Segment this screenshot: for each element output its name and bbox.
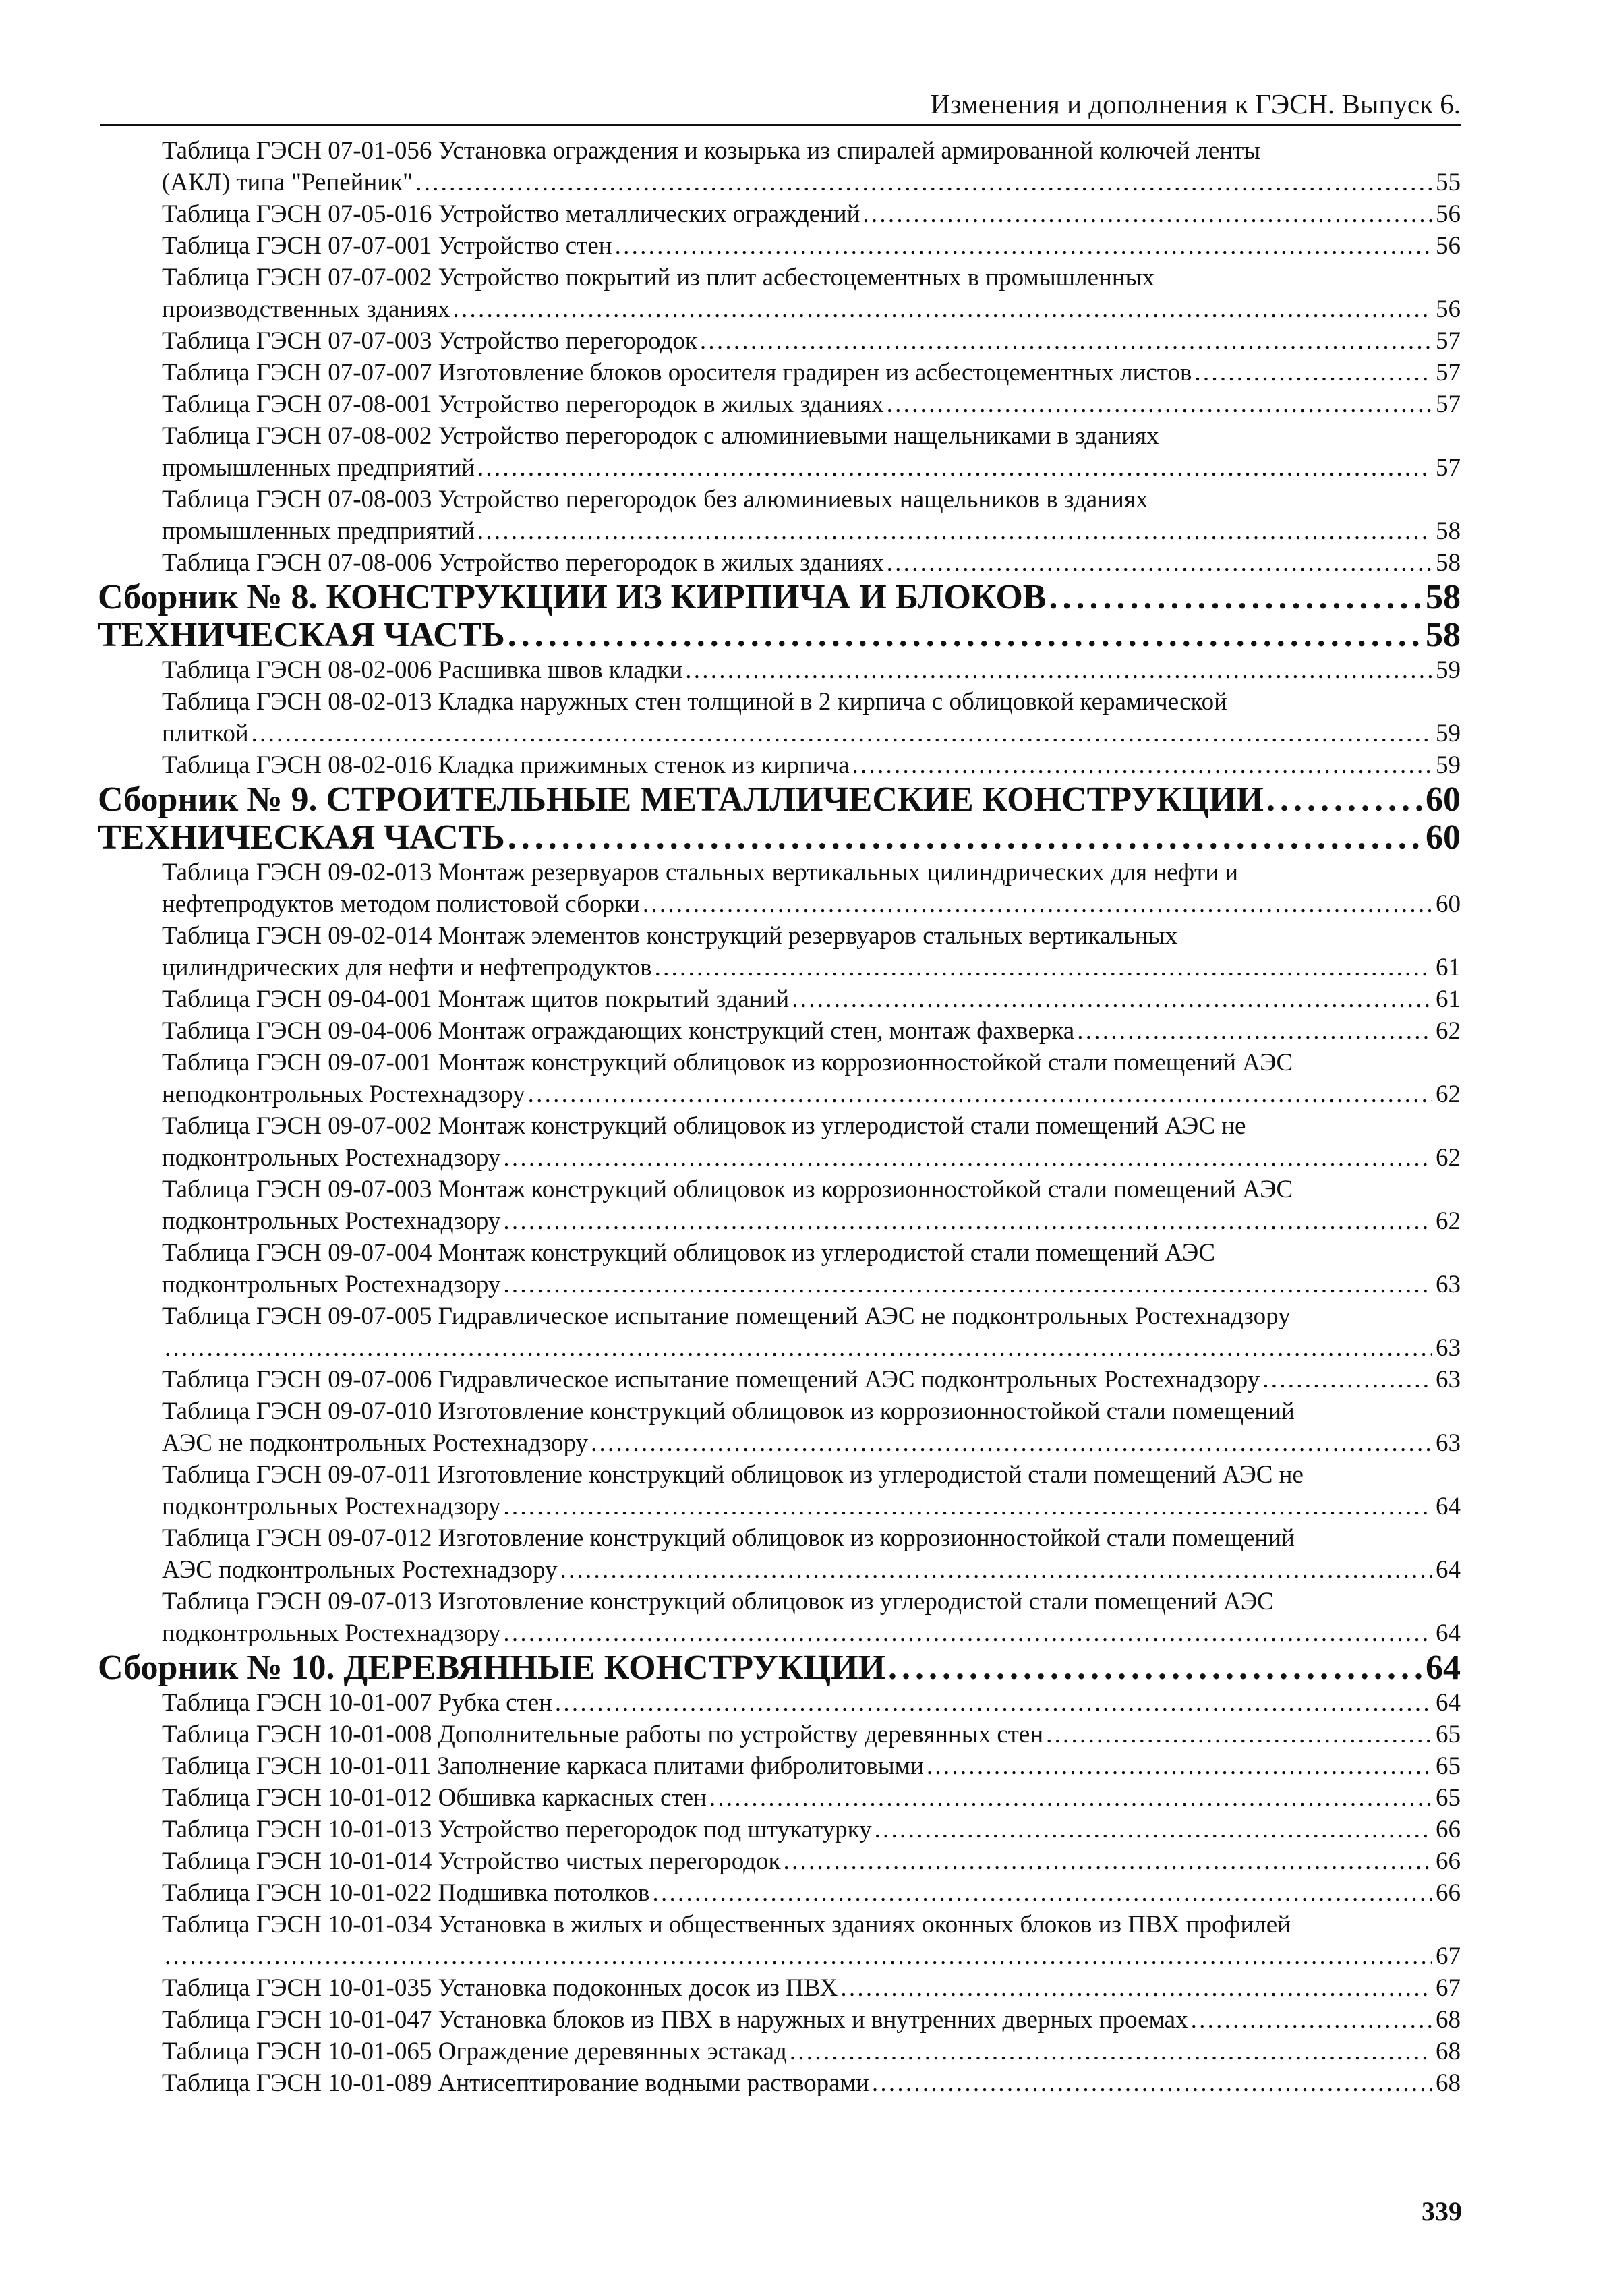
- toc-entry-text: нефтепродуктов методом полистовой сборки: [162, 890, 640, 918]
- toc-page-number: 68: [1436, 2006, 1461, 2034]
- toc-entry-text: подконтрольных Ростехнадзору: [162, 1271, 501, 1298]
- page-number: 339: [1422, 2196, 1462, 2227]
- toc-page-number: 63: [1436, 1366, 1461, 1394]
- toc-page-number: 63: [1436, 1271, 1461, 1298]
- toc-entry-text: Таблица ГЭСН 08-02-013 Кладка наружных стен толщиной в 2 кирпича с облицовкой керамической: [162, 688, 1227, 716]
- toc-entry-text: (АКЛ) типа "Репейник": [162, 169, 413, 196]
- toc-dot-leader: [415, 167, 1432, 198]
- toc-entry[interactable]: [162, 1719, 1461, 1750]
- toc-dot-leader: [560, 1554, 1432, 1586]
- toc-entry[interactable]: [162, 357, 1461, 389]
- toc-page-number: 56: [1436, 232, 1461, 260]
- toc-entry-text: неподконтрольных Ростехнадзору: [162, 1081, 525, 1108]
- toc-entry-text: подконтрольных Ростехнадзору: [162, 1207, 501, 1235]
- toc-entry[interactable]: [162, 920, 1461, 983]
- toc-dot-leader: [875, 1814, 1432, 1845]
- toc-dot-leader: [792, 983, 1432, 1015]
- toc-page-number: 60: [1436, 890, 1461, 918]
- running-header: [100, 85, 1461, 126]
- toc-page-number: 67: [1436, 1974, 1461, 2002]
- toc-entry-text: Таблица ГЭСН 09-04-006 Монтаж ограждающих конструкций стен, монтаж фахверка: [162, 1017, 1075, 1045]
- toc-entry-text: Таблица ГЭСН 09-07-001 Монтаж конструкций облицовок из коррозионностойкой стали помещений АЭС: [162, 1049, 1293, 1077]
- toc-entry[interactable]: [162, 1687, 1461, 1719]
- toc-entry-text: Таблица ГЭСН 09-07-004 Монтаж конструкций облицовок из углеродистой стали помещений АЭС: [162, 1239, 1216, 1267]
- toc-page-number: 68: [1436, 2038, 1461, 2065]
- toc-page-number: 60: [1426, 780, 1461, 819]
- toc-entry-text: подконтрольных Ростехнадзору: [162, 1493, 501, 1520]
- toc-entry[interactable]: [162, 749, 1461, 781]
- toc-page-number: 66: [1436, 1879, 1461, 1907]
- toc-entry-text: Таблица ГЭСН 07-07-002 Устройство покрытий из плит асбестоцементных в промышленных: [162, 264, 1155, 291]
- toc-dot-leader: [503, 1269, 1432, 1300]
- toc-entry-text: подконтрольных Ростехнадзору: [162, 1144, 501, 1172]
- toc-dot-leader: [1049, 579, 1422, 616]
- toc-dot-leader: [643, 888, 1432, 920]
- toc-page-number: 62: [1436, 1081, 1461, 1108]
- toc-dot-leader: [784, 1845, 1432, 1877]
- toc-entry-text: Таблица ГЭСН 07-08-006 Устройство перегородок в жилых зданиях: [162, 549, 884, 577]
- toc-entry-text: Таблица ГЭСН 09-02-013 Монтаж резервуаров стальных вертикальных цилиндрических для нефти и: [162, 859, 1239, 886]
- toc-entry-text: АЭС подконтрольных Ростехнадзору: [162, 1556, 558, 1584]
- toc-entry[interactable]: [162, 1459, 1461, 1522]
- toc-page-number: 68: [1436, 2069, 1461, 2097]
- toc-entry-text: Таблица ГЭСН 10-01-022 Подшивка потолков: [162, 1879, 650, 1907]
- toc-entry-text: Таблица ГЭСН 10-01-013 Устройство перегородок под штукатурку: [162, 1816, 872, 1843]
- toc-entry[interactable]: [162, 1522, 1461, 1586]
- toc-entry[interactable]: [162, 654, 1461, 686]
- toc-section-heading[interactable]: [98, 579, 1461, 616]
- toc-entry-text: Таблица ГЭСН 09-07-002 Монтаж конструкций облицовок из углеродистой стали помещений АЭС не: [162, 1112, 1246, 1140]
- toc-entry-text: Таблица ГЭСН 07-05-016 Устройство металлических ограждений: [162, 200, 860, 228]
- toc-entry-text: Таблица ГЭСН 09-04-001 Монтаж щитов покрытий зданий: [162, 985, 790, 1013]
- toc-page-number: 64: [1426, 1648, 1461, 1687]
- toc-entry[interactable]: [162, 1845, 1461, 1877]
- toc-entry-text: Таблица ГЭСН 10-01-089 Антисептирование водными растворами: [162, 2069, 869, 2097]
- toc-entry[interactable]: [162, 325, 1461, 357]
- toc-entry-text: Сборник № 9. СТРОИТЕЛЬНЫЕ МЕТАЛЛИЧЕСКИЕ КОНСТРУКЦИИ: [98, 780, 1264, 819]
- toc-page-number: 64: [1436, 1556, 1461, 1584]
- toc-dot-leader: [503, 1617, 1432, 1649]
- toc-page-number: 58: [1436, 517, 1461, 545]
- toc-entry-text: промышленных предприятий: [162, 454, 475, 482]
- toc-dot-leader: [1077, 1015, 1432, 1047]
- toc-dot-leader: [840, 1972, 1432, 2004]
- toc-page-number: 58: [1426, 578, 1461, 616]
- toc-entry-text: Таблица ГЭСН 07-07-001 Устройство стен: [162, 232, 612, 260]
- toc-entry[interactable]: [162, 484, 1461, 547]
- toc-entry[interactable]: [162, 1047, 1461, 1110]
- toc-page-number: 57: [1436, 391, 1461, 418]
- toc-entry-text: ТЕХНИЧЕСКАЯ ЧАСТЬ: [98, 616, 505, 654]
- toc-entry-text: Таблица ГЭСН 09-07-013 Изготовление конструкций облицовок из углеродистой стали помещений АЭС: [162, 1588, 1274, 1615]
- toc-entry[interactable]: [162, 1586, 1461, 1649]
- toc-dot-leader: [503, 1142, 1432, 1174]
- toc-dot-leader: [165, 1941, 1432, 1972]
- toc-dot-leader: [528, 1079, 1432, 1110]
- toc-page-number: 62: [1436, 1144, 1461, 1172]
- toc-entry-text: производственных зданиях: [162, 295, 450, 323]
- toc-page-number: 62: [1436, 1207, 1461, 1235]
- toc-entry-text: Таблица ГЭСН 09-07-010 Изготовление конструкций облицовок из коррозионностойкой стали помещений: [162, 1398, 1295, 1425]
- toc-entry-text: Таблица ГЭСН 10-01-014 Устройство чистых перегородок: [162, 1847, 781, 1875]
- toc-entry-text: Таблица ГЭСН 10-01-011 Заполнение каркаса плитами фибролитовыми: [162, 1752, 924, 1780]
- toc-page-number: 57: [1436, 327, 1461, 355]
- toc-entry-text: ТЕХНИЧЕСКАЯ ЧАСТЬ: [98, 818, 505, 857]
- toc-page-number: 60: [1426, 818, 1461, 857]
- toc-page-number: 61: [1436, 954, 1461, 981]
- toc-entry[interactable]: [162, 1396, 1461, 1459]
- toc-page-number: 65: [1436, 1784, 1461, 1812]
- toc-page-number: 62: [1436, 1017, 1461, 1045]
- toc-entry[interactable]: [162, 135, 1461, 198]
- toc-entry[interactable]: [162, 2004, 1461, 2036]
- toc-dot-leader: [685, 654, 1432, 686]
- toc-dot-leader: [1046, 1719, 1432, 1750]
- toc-entry-text: Сборник № 8. КОНСТРУКЦИИ ИЗ КИРПИЧА И БЛОКОВ: [98, 578, 1047, 616]
- toc-page-number: 63: [1436, 1429, 1461, 1457]
- toc-entry-text: Таблица ГЭСН 07-07-003 Устройство перегородок: [162, 327, 697, 355]
- toc-entry[interactable]: [162, 686, 1461, 749]
- toc-page-number: 64: [1436, 1493, 1461, 1520]
- toc-entry-text: Таблица ГЭСН 09-07-011 Изготовление конструкций облицовок из углеродистой стали помещений АЭС не: [162, 1461, 1304, 1489]
- toc-dot-leader: [615, 230, 1432, 262]
- toc-entry-text: Таблица ГЭСН 07-08-001 Устройство перегородок в жилых зданиях: [162, 391, 884, 418]
- toc-page-number: 57: [1436, 454, 1461, 482]
- toc-entry-text: подконтрольных Ростехнадзору: [162, 1619, 501, 1647]
- toc-entry[interactable]: [162, 1015, 1461, 1047]
- toc-entry-text: Таблица ГЭСН 10-01-034 Установка в жилых и общественных зданиях оконных блоков из ПВХ профилей: [162, 1911, 1291, 1939]
- toc-dot-leader: [652, 1877, 1432, 1909]
- toc-page-number: 56: [1436, 200, 1461, 228]
- toc-entry[interactable]: [162, 1750, 1461, 1782]
- toc-section-heading[interactable]: [98, 1649, 1461, 1687]
- toc-page-number: 57: [1436, 359, 1461, 386]
- toc-entry-text: Таблица ГЭСН 10-01-007 Рубка стен: [162, 1689, 552, 1717]
- running-header-title: Изменения и дополнения к ГЭСН. Выпуск 6.: [930, 88, 1461, 119]
- toc-entry[interactable]: [162, 2067, 1461, 2099]
- toc-dot-leader: [1191, 2004, 1432, 2036]
- toc-entry[interactable]: [162, 1972, 1461, 2004]
- toc-page-number: 59: [1436, 720, 1461, 747]
- toc-entry-text: Таблица ГЭСН 10-01-047 Установка блоков из ПВХ в наружных и внутренних дверных проемах: [162, 2006, 1188, 2034]
- toc-dot-leader: [887, 389, 1432, 420]
- toc-page-number: 64: [1436, 1689, 1461, 1717]
- toc-dot-leader: [700, 325, 1432, 357]
- toc-entry-text: промышленных предприятий: [162, 517, 475, 545]
- toc-page-number: 58: [1436, 549, 1461, 577]
- toc-entry-text: Таблица ГЭСН 07-01-056 Установка ограждения и козырька из спиралей армированной колючей ленты: [162, 137, 1261, 165]
- toc-entry[interactable]: [162, 1300, 1461, 1364]
- toc-page-number: 59: [1436, 656, 1461, 684]
- toc-dot-leader: [591, 1427, 1432, 1459]
- toc-entry[interactable]: [162, 1909, 1461, 1972]
- toc-entry[interactable]: [162, 420, 1461, 484]
- toc-page-number: 65: [1436, 1752, 1461, 1780]
- toc-entry[interactable]: [162, 983, 1461, 1015]
- toc-page-number: 67: [1436, 1943, 1461, 1970]
- toc-dot-leader: [862, 198, 1432, 230]
- toc-dot-leader: [927, 1750, 1432, 1782]
- toc-entry-text: плиткой: [162, 720, 249, 747]
- toc-page-number: 66: [1436, 1816, 1461, 1843]
- toc-dot-leader: [872, 2067, 1432, 2099]
- toc-dot-leader: [655, 952, 1432, 983]
- toc-dot-leader: [790, 2036, 1432, 2067]
- toc-entry[interactable]: [162, 1782, 1461, 1814]
- toc-dot-leader: [852, 749, 1432, 781]
- toc-page-number: 66: [1436, 1847, 1461, 1875]
- toc-entry[interactable]: [162, 1364, 1461, 1396]
- toc-dot-leader: [252, 718, 1432, 749]
- toc-dot-leader: [165, 1332, 1432, 1364]
- toc-entry[interactable]: [162, 1814, 1461, 1845]
- toc-dot-leader: [555, 1687, 1432, 1719]
- toc-page-number: 61: [1436, 985, 1461, 1013]
- toc-dot-leader: [477, 515, 1432, 547]
- toc-page-number: 64: [1436, 1619, 1461, 1647]
- toc-dot-leader: [888, 1649, 1422, 1687]
- toc-entry-text: Таблица ГЭСН 07-08-002 Устройство перегородок с алюминиевыми нащельниками в зданиях: [162, 422, 1159, 450]
- toc-page-number: 56: [1436, 295, 1461, 323]
- toc-dot-leader: [508, 616, 1422, 654]
- toc-entry[interactable]: [162, 389, 1461, 420]
- toc-entry-text: Таблица ГЭСН 07-08-003 Устройство перегородок без алюминиевых нащельников в зданиях: [162, 486, 1148, 513]
- toc-entry-text: Таблица ГЭСН 09-07-012 Изготовление конструкций облицовок из коррозионностойкой стали помещений: [162, 1524, 1295, 1552]
- toc-entry-text: Таблица ГЭСН 09-07-006 Гидравлическое испытание помещений АЭС подконтрольных Ростехнадзору: [162, 1366, 1260, 1394]
- toc-dot-leader: [508, 819, 1422, 857]
- toc-section-heading[interactable]: [98, 616, 1461, 654]
- toc-entry-text: Таблица ГЭСН 10-01-035 Установка подоконных досок из ПВХ: [162, 1974, 838, 2002]
- toc-entry-text: Таблица ГЭСН 10-01-012 Обшивка каркасных стен: [162, 1784, 707, 1812]
- toc-entry-text: Таблица ГЭСН 07-07-007 Изготовление блоков оросителя градирен из асбестоцементных листов: [162, 359, 1192, 386]
- toc-dot-leader: [1266, 781, 1422, 819]
- toc-entry-text: АЭС не подконтрольных Ростехнадзору: [162, 1429, 588, 1457]
- toc-dot-leader: [709, 1782, 1432, 1814]
- toc-dot-leader: [887, 547, 1432, 579]
- toc-dot-leader: [1262, 1364, 1432, 1396]
- toc-dot-leader: [453, 293, 1432, 325]
- toc-entry-text: Таблица ГЭСН 09-07-005 Гидравлическое испытание помещений АЭС не подконтрольных Ростехнадзору: [162, 1302, 1291, 1330]
- toc-dot-leader: [503, 1491, 1432, 1522]
- toc-entry-text: Таблица ГЭСН 10-01-065 Ограждение деревянных эстакад: [162, 2038, 787, 2065]
- toc-dot-leader: [503, 1205, 1432, 1237]
- toc-section-heading[interactable]: [98, 781, 1461, 819]
- toc-entry[interactable]: [162, 1877, 1461, 1909]
- toc-entry[interactable]: [162, 1174, 1461, 1237]
- toc-entry[interactable]: [162, 547, 1461, 579]
- toc-page-number: 55: [1436, 169, 1461, 196]
- toc-entry-text: Таблица ГЭСН 08-02-006 Расшивка швов кладки: [162, 656, 683, 684]
- toc-section-heading[interactable]: [98, 819, 1461, 857]
- toc-entry-text: Таблица ГЭСН 08-02-016 Кладка прижимных стенок из кирпича: [162, 751, 850, 779]
- toc-entry[interactable]: [162, 1237, 1461, 1300]
- toc-entry-text: Таблица ГЭСН 09-02-014 Монтаж элементов конструкций резервуаров стальных вертикальных: [162, 922, 1178, 950]
- toc-entry-text: цилиндрических для нефти и нефтепродуктов: [162, 954, 652, 981]
- toc-entry[interactable]: [162, 230, 1461, 262]
- toc-page-number: 65: [1436, 1721, 1461, 1748]
- toc-page-number: 59: [1436, 751, 1461, 779]
- toc-entry-text: Таблица ГЭСН 10-01-008 Дополнительные работы по устройству деревянных стен: [162, 1721, 1044, 1748]
- toc-entry-text: Таблица ГЭСН 09-07-003 Монтаж конструкций облицовок из коррозионностойкой стали помещений АЭС: [162, 1176, 1293, 1203]
- toc-entry-text: Сборник № 10. ДЕРЕВЯННЫЕ КОНСТРУКЦИИ: [98, 1648, 885, 1687]
- toc-dot-leader: [1194, 357, 1432, 389]
- toc-entry[interactable]: [162, 857, 1461, 920]
- toc-entry[interactable]: [162, 2036, 1461, 2067]
- toc-entry[interactable]: [162, 262, 1461, 325]
- toc-entry[interactable]: [162, 198, 1461, 230]
- toc-page-number: 63: [1436, 1334, 1461, 1362]
- toc-entry[interactable]: [162, 1110, 1461, 1174]
- toc-page-number: 58: [1426, 616, 1461, 654]
- toc-dot-leader: [477, 452, 1432, 484]
